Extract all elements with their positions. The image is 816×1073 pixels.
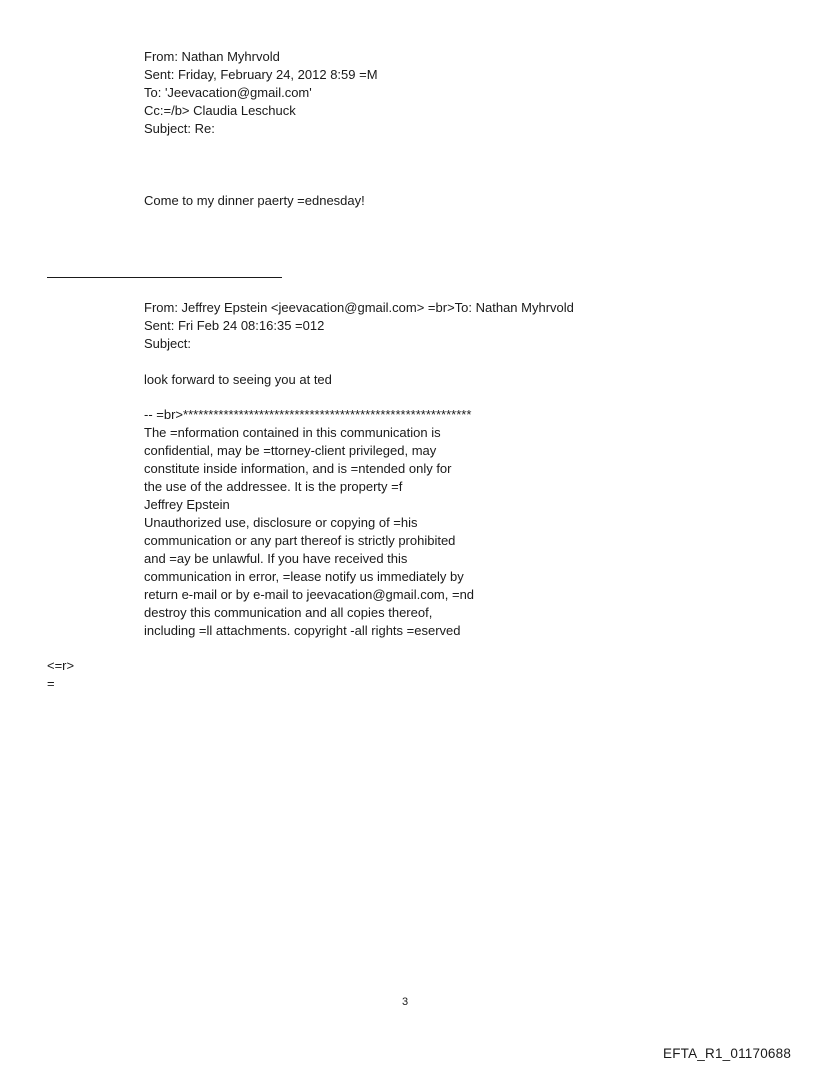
disclaimer-line: including =ll attachments. copyright -all rights =eserved	[144, 623, 461, 638]
separator-rule	[47, 277, 282, 278]
disclaimer-line: communication in error, =lease notify us immediately by	[144, 569, 464, 584]
header-subject: Subject:	[144, 336, 191, 351]
disclaimer-line: communication or any part thereof is strictly prohibited	[144, 533, 456, 548]
disclaimer-line: Unauthorized use, disclosure or copying of =his	[144, 515, 418, 530]
disclaimer-line: -- =br>*********************************************************	[144, 407, 472, 422]
disclaimer-line: the use of the addressee. It is the property =f	[144, 479, 403, 494]
header-from: From: Nathan Myhrvold	[144, 49, 280, 64]
disclaimer-line: return e-mail or by e-mail to jeevacation@gmail.com, =nd	[144, 587, 475, 602]
disclaimer-line: Jeffrey Epstein	[144, 497, 230, 512]
bates-number: EFTA_R1_01170688	[663, 1046, 792, 1061]
disclaimer-line: The =nformation contained in this communication is	[144, 425, 441, 440]
header-cc: Cc:=/b> Claudia Leschuck	[144, 103, 296, 118]
disclaimer-line: and =ay be unlawful. If you have received this	[144, 551, 408, 566]
disclaimer-line: constitute inside information, and is =ntended only for	[144, 461, 452, 476]
trailer-line: <=r>	[47, 658, 75, 673]
disclaimer-line: confidential, may be =ttorney-client privileged, may	[144, 443, 437, 458]
header-to: To: 'Jeevacation@gmail.com'	[144, 85, 312, 100]
header-subject: Subject: Re:	[144, 121, 215, 136]
header-sent: Sent: Friday, February 24, 2012 8:59 =M	[144, 67, 378, 82]
message-body-1: Come to my dinner paerty =ednesday!	[144, 193, 365, 208]
header-sent: Sent: Fri Feb 24 08:16:35 =012	[144, 318, 325, 333]
page-number: 3	[402, 996, 409, 1008]
disclaimer-line: destroy this communication and all copies thereof,	[144, 605, 433, 620]
trailer-line: =	[47, 676, 55, 691]
header-from: From: Jeffrey Epstein <jeevacation@gmail.com> =br>To: Nathan Myhrvold	[144, 300, 574, 315]
message-body-2: look forward to seeing you at ted	[144, 372, 332, 387]
